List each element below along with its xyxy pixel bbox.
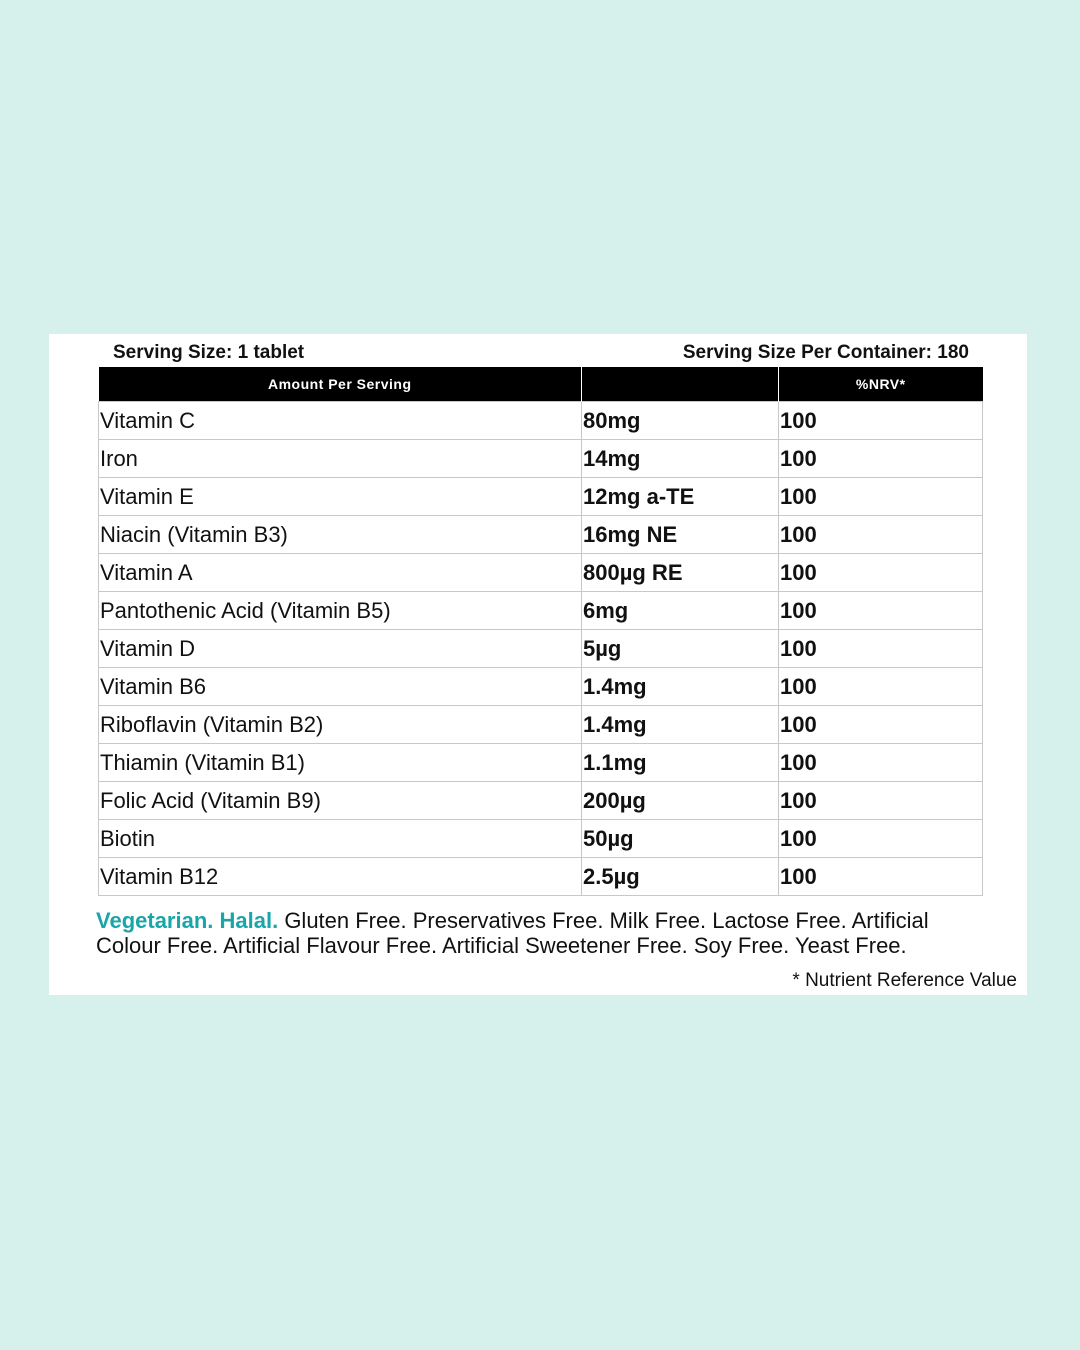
nutrient-nrv: 100 [779, 668, 983, 706]
table-row [99, 782, 983, 820]
nutrient-amount: 200µg [582, 782, 779, 820]
nutrient-amount: 50µg [582, 820, 779, 858]
nutrient-amount: 1.1mg [582, 744, 779, 782]
nutrient-nrv: 100 [779, 820, 983, 858]
nutrient-name: Niacin (Vitamin B3) [99, 516, 582, 554]
nutrient-name: Folic Acid (Vitamin B9) [99, 782, 582, 820]
nutrient-amount: 5µg [582, 630, 779, 668]
nutrition-card [49, 334, 1027, 995]
table-row [99, 478, 983, 516]
table-row [99, 554, 983, 592]
nutrient-amount: 80mg [582, 402, 779, 440]
table-header-row [99, 367, 983, 402]
serving-info [113, 342, 969, 366]
table-row [99, 668, 983, 706]
nutrient-nrv: 100 [779, 478, 983, 516]
table-row [99, 858, 983, 896]
nutrient-nrv: 100 [779, 630, 983, 668]
nutrient-nrv: 100 [779, 782, 983, 820]
serving-size: Serving Size: 1 tablet [113, 342, 305, 363]
nutrient-name: Vitamin E [99, 478, 582, 516]
nutrient-nrv: 100 [779, 554, 983, 592]
nutrient-amount: 16mg NE [582, 516, 779, 554]
nutrient-name: Thiamin (Vitamin B1) [99, 744, 582, 782]
nutrient-nrv: 100 [779, 402, 983, 440]
table-row [99, 440, 983, 478]
table-row [99, 592, 983, 630]
nutrient-name: Iron [99, 440, 582, 478]
nutrient-name: Vitamin A [99, 554, 582, 592]
table-row [99, 402, 983, 440]
table-body [99, 402, 983, 896]
column-header-nrv: %NRV* [779, 367, 983, 402]
nutrient-name: Vitamin B6 [99, 668, 582, 706]
nutrient-nrv: 100 [779, 744, 983, 782]
nutrient-amount: 800µg RE [582, 554, 779, 592]
nutrient-name: Pantothenic Acid (Vitamin B5) [99, 592, 582, 630]
table-row [99, 820, 983, 858]
nutrient-amount: 14mg [582, 440, 779, 478]
nutrition-table [98, 367, 983, 896]
table-row [99, 706, 983, 744]
nutrient-name: Vitamin D [99, 630, 582, 668]
nutrient-nrv: 100 [779, 440, 983, 478]
claims-text: Gluten Free. Preservatives Free. Milk Free. Lactose Free. Artificial Colour Free. Artificial Flavour Free. Artificial Sweetener Free. Soy Free. Yeast Free. [96, 908, 929, 958]
servings-per-container: Serving Size Per Container: 180 [682, 342, 969, 363]
nutrient-name: Vitamin C [99, 402, 582, 440]
nutrient-name: Vitamin B12 [99, 858, 582, 896]
nutrient-nrv: 100 [779, 706, 983, 744]
nutrient-amount: 1.4mg [582, 706, 779, 744]
column-header-amount: Amount Per Serving [99, 367, 582, 402]
nutrient-nrv: 100 [779, 858, 983, 896]
claims-highlight: Vegetarian. Halal. [96, 908, 279, 933]
nutrient-amount: 1.4mg [582, 668, 779, 706]
dietary-claims [96, 908, 976, 958]
column-header-blank [582, 367, 779, 402]
table-row [99, 630, 983, 668]
table-row [99, 744, 983, 782]
nutrient-amount: 6mg [582, 592, 779, 630]
nrv-footnote: * Nutrient Reference Value [792, 970, 1017, 991]
table-row [99, 516, 983, 554]
nutrient-amount: 12mg a-TE [582, 478, 779, 516]
nutrient-name: Biotin [99, 820, 582, 858]
nutrient-nrv: 100 [779, 592, 983, 630]
nutrient-name: Riboflavin (Vitamin B2) [99, 706, 582, 744]
nutrient-amount: 2.5µg [582, 858, 779, 896]
nutrient-nrv: 100 [779, 516, 983, 554]
